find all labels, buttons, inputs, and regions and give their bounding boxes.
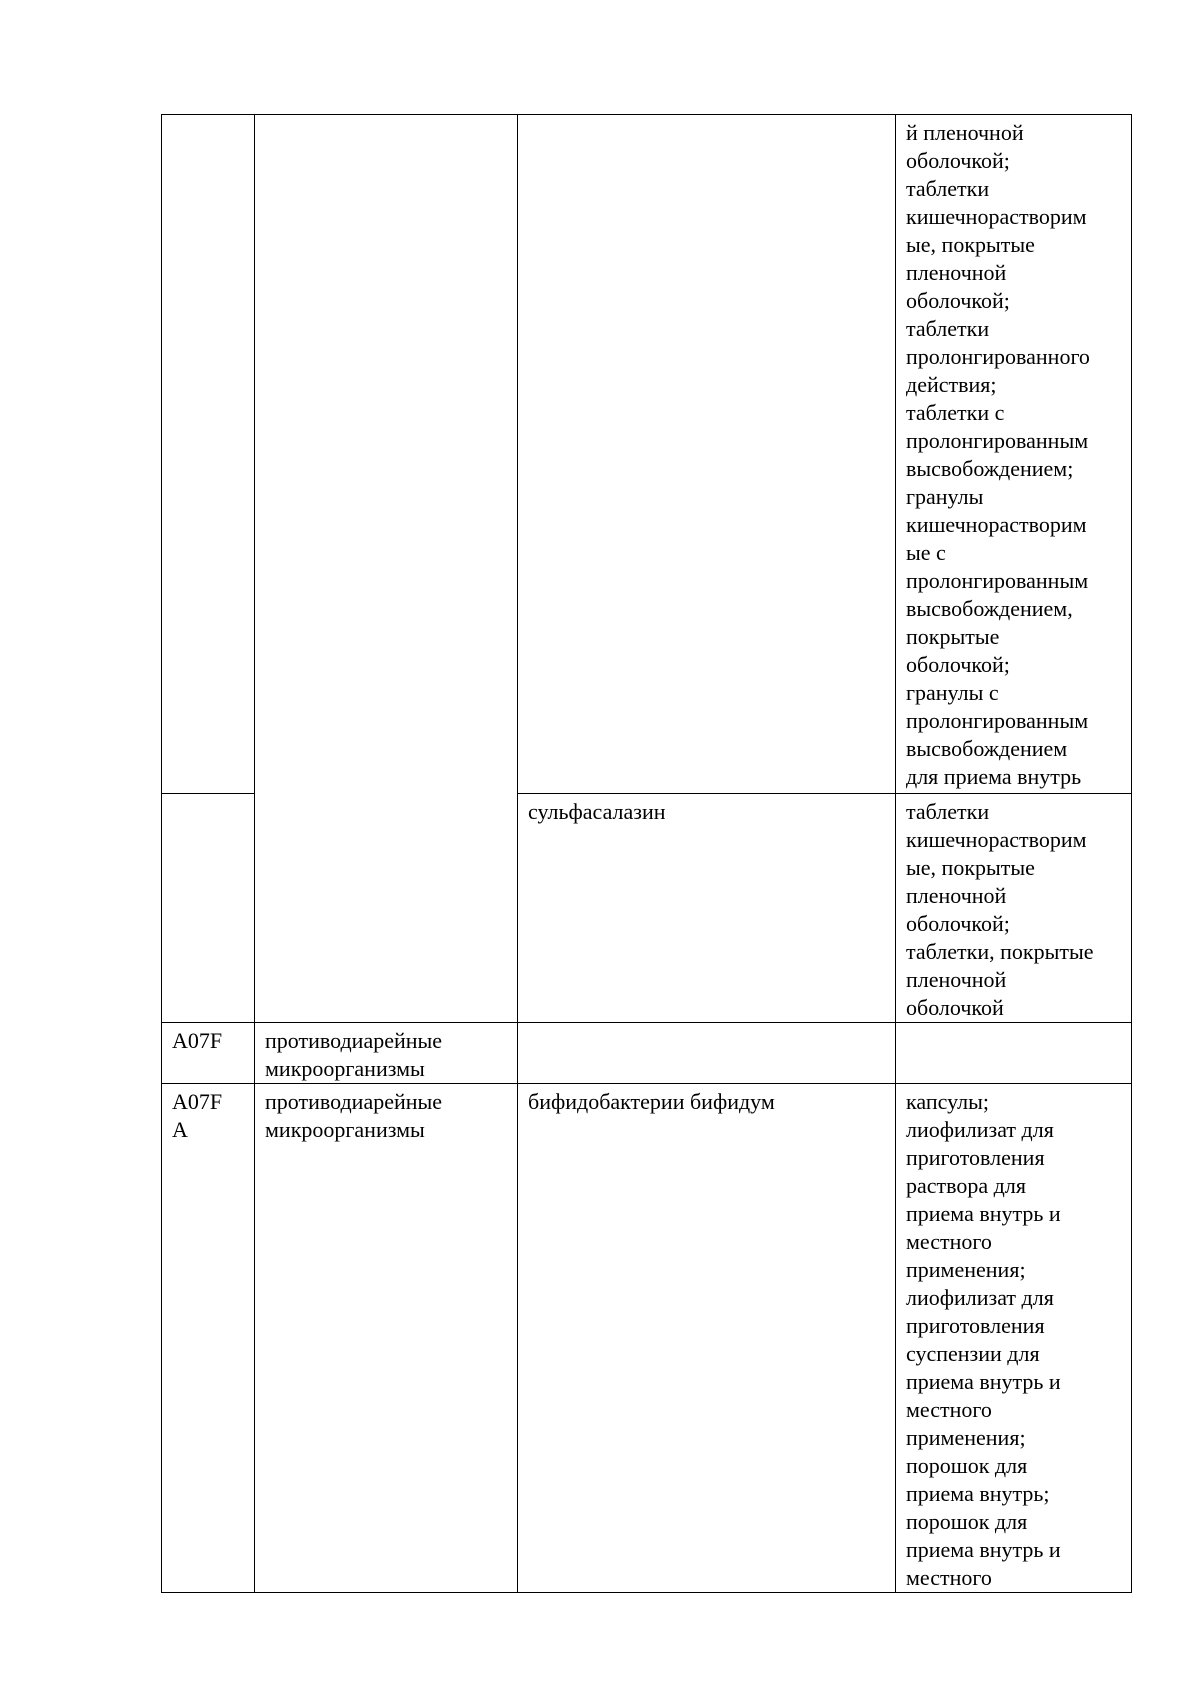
dosage-form-line: ые, покрытые (906, 232, 1035, 257)
dosage-form-line: оболочкой; (906, 652, 1010, 677)
dosage-form-line: оболочкой; (906, 288, 1010, 313)
dosage-form-line: порошок для (906, 1453, 1028, 1478)
atc-group-cell (255, 1023, 518, 1084)
dosage-form-line: высвобождением, (906, 596, 1073, 621)
atc-group-line: противодиарейные (265, 1089, 443, 1114)
table-row (162, 115, 1132, 794)
dosage-form-line: таблетки (906, 176, 990, 201)
drug-name-cell (518, 1084, 896, 1593)
dosage-forms-cell (896, 1084, 1132, 1593)
dosage-form-line: пролонгированным (906, 568, 1089, 593)
table-row (162, 1023, 1132, 1084)
atc-group-name (265, 1088, 507, 1144)
dosage-forms-list (906, 119, 1121, 791)
atc-group-cell (255, 1084, 518, 1593)
dosage-form-line: приготовления (906, 1313, 1045, 1338)
atc-code: A07F (172, 1028, 223, 1053)
atc-code-line: A07F (172, 1089, 223, 1114)
dosage-forms-cell (896, 1023, 1132, 1084)
atc-code-cell (162, 1023, 255, 1084)
atc-code-cell (162, 115, 255, 794)
dosage-form-line: местного (906, 1229, 992, 1254)
dosage-form-line: высвобождением; (906, 456, 1074, 481)
dosage-form-line: капсулы; (906, 1089, 989, 1114)
dosage-form-line: местного (906, 1397, 992, 1422)
dosage-form-line: применения; (906, 1425, 1026, 1450)
dosage-form-line: пролонгированным (906, 708, 1089, 733)
dosage-form-line: приема внутрь; (906, 1481, 1050, 1506)
dosage-form-line: таблетки (906, 316, 990, 341)
dosage-forms-cell (896, 115, 1132, 794)
dosage-form-line: оболочкой; (906, 148, 1010, 173)
atc-code (172, 1088, 244, 1144)
drug-name: бифидобактерии бифидум (528, 1089, 775, 1114)
atc-group-line: противодиарейные (265, 1028, 443, 1053)
atc-group-line: микроорганизмы (265, 1056, 425, 1081)
dosage-form-line: оболочкой; (906, 911, 1010, 936)
atc-group-cell (255, 115, 518, 1023)
dosage-form-line: порошок для (906, 1509, 1028, 1534)
atc-code-line: A (172, 1117, 188, 1142)
dosage-form-line: пленочной (906, 883, 1007, 908)
atc-group-line: микроорганизмы (265, 1117, 425, 1142)
dosage-forms-list (906, 1088, 1121, 1592)
dosage-form-line: кишечнорастворим (906, 827, 1087, 852)
dosage-form-line: таблетки, покрытые (906, 939, 1094, 964)
dosage-form-line: местного (906, 1565, 992, 1590)
dosage-form-line: применения; (906, 1257, 1026, 1282)
drug-name-cell (518, 115, 896, 794)
dosage-form-line: приема внутрь и (906, 1201, 1061, 1226)
dosage-form-line: раствора для (906, 1173, 1026, 1198)
dosage-form-line: суспензии для (906, 1341, 1040, 1366)
dosage-form-line: оболочкой (906, 995, 1004, 1020)
dosage-form-line: пролонгированного (906, 344, 1090, 369)
atc-code-cell (162, 1084, 255, 1593)
dosage-form-line: гранулы с (906, 680, 999, 705)
dosage-form-line: ые, покрытые (906, 855, 1035, 880)
dosage-form-line: покрытые (906, 624, 1000, 649)
dosage-form-line: пленочной (906, 967, 1007, 992)
drug-name: сульфасалазин (528, 799, 666, 824)
dosage-form-line: й пленочной (906, 120, 1024, 145)
dosage-form-line: для приема внутрь (906, 764, 1082, 789)
dosage-form-line: приема внутрь и (906, 1537, 1061, 1562)
atc-group-name (265, 1027, 507, 1083)
dosage-form-line: приготовления (906, 1145, 1045, 1170)
dosage-form-line: таблетки (906, 799, 990, 824)
dosage-form-line: таблетки с (906, 400, 1005, 425)
dosage-form-line: кишечнорастворим (906, 204, 1087, 229)
dosage-form-line: лиофилизат для (906, 1285, 1054, 1310)
dosage-form-line: ые с (906, 540, 946, 565)
dosage-form-line: действия; (906, 372, 997, 397)
drug-name-cell (518, 794, 896, 1023)
drug-table (161, 114, 1132, 1593)
dosage-form-line: кишечнорастворим (906, 512, 1087, 537)
dosage-form-line: лиофилизат для (906, 1117, 1054, 1142)
table-row (162, 1084, 1132, 1593)
atc-code-cell (162, 794, 255, 1023)
drug-name-cell (518, 1023, 896, 1084)
dosage-form-line: пленочной (906, 260, 1007, 285)
dosage-form-line: приема внутрь и (906, 1369, 1061, 1394)
dosage-form-line: гранулы (906, 484, 984, 509)
dosage-forms-cell (896, 794, 1132, 1023)
dosage-form-line: пролонгированным (906, 428, 1089, 453)
dosage-forms-list (906, 798, 1121, 1022)
dosage-form-line: высвобождением (906, 736, 1068, 761)
